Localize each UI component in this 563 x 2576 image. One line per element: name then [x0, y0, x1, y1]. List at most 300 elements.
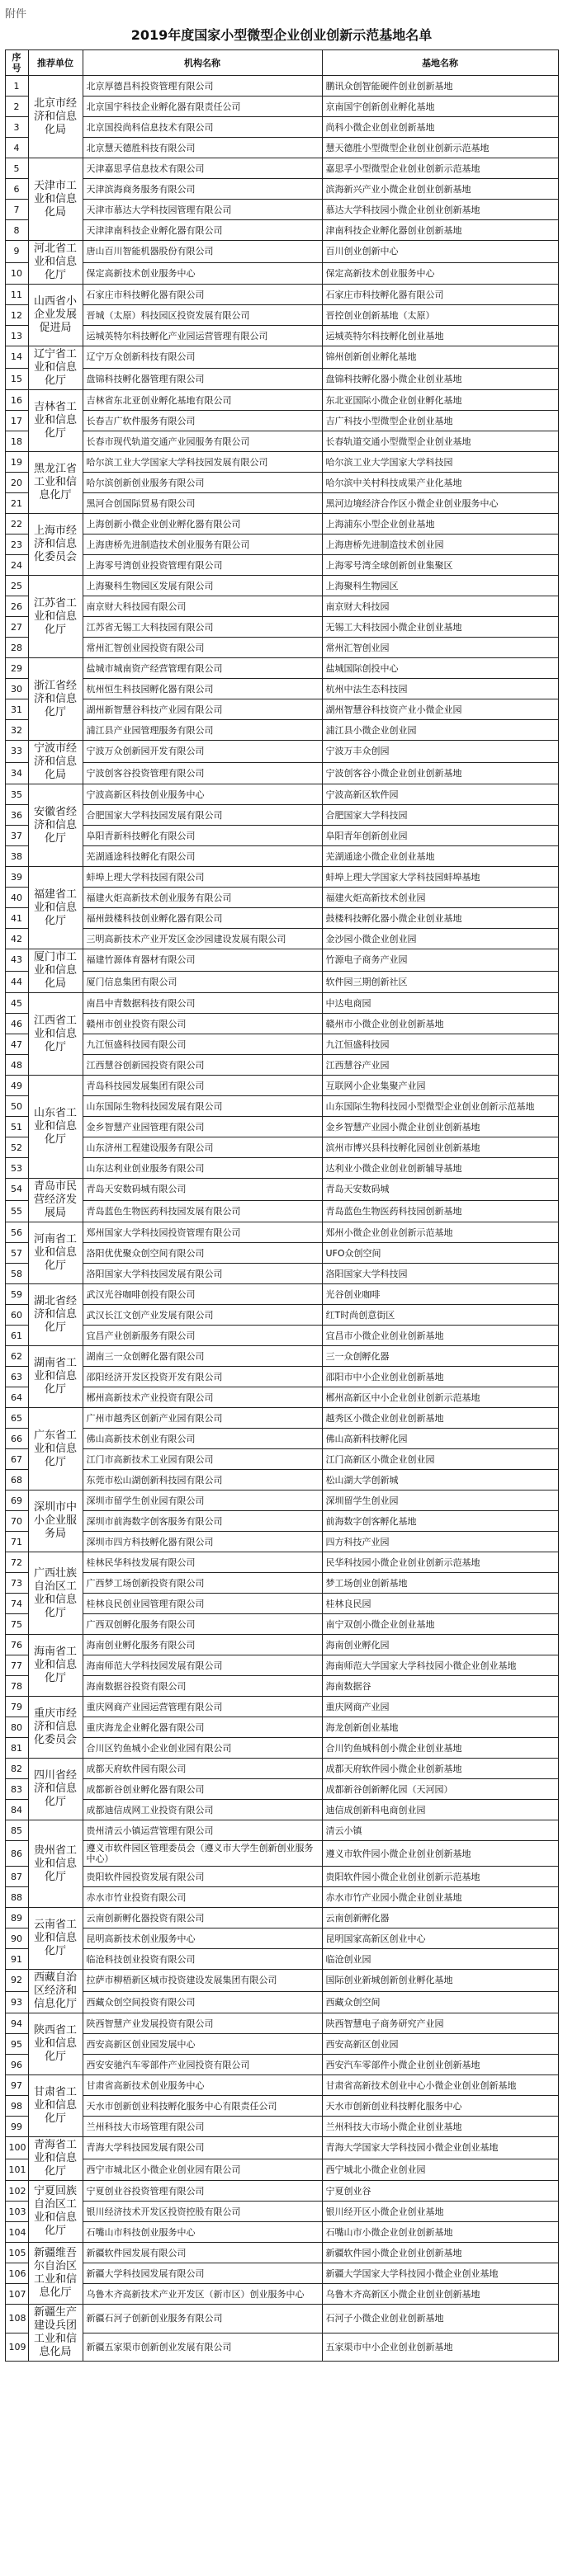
institution-name: 西安高新区创业园发展中心	[83, 2034, 322, 2055]
row-number: 4	[5, 138, 28, 158]
row-number: 84	[5, 1800, 28, 1820]
row-number: 1	[5, 76, 28, 97]
institution-name: 成都迪信成网工业投资有限公司	[83, 1800, 322, 1820]
institution-name: 哈尔滨创新创业服务有限公司	[83, 473, 322, 493]
row-number: 54	[5, 1179, 28, 1201]
institution-name: 西宁市城北区小微企业创业园有限公司	[83, 2159, 322, 2181]
row-number: 90	[5, 1928, 28, 1949]
table-row	[5, 2096, 558, 2117]
institution-name: 广西双创孵化服务有限公司	[83, 1614, 322, 1635]
recommending-unit: 湖北省经济和信息化厅	[28, 1284, 83, 1346]
table-row	[5, 2202, 558, 2222]
institution-name: 阜阳青新科技孵化有限公司	[83, 826, 322, 846]
table-row	[5, 1573, 558, 1594]
base-name: 阜阳青年创新创业园	[322, 826, 558, 846]
institution-name: 浦江县产业园管理服务有限公司	[83, 720, 322, 741]
table-row	[5, 679, 558, 699]
table-row	[5, 576, 558, 596]
table-row	[5, 1200, 558, 1222]
institution-name: 福建竹源体育器材有限公司	[83, 949, 322, 972]
base-name: 天水市创新创业科技孵化服务中心	[322, 2096, 558, 2117]
recommending-unit: 上海市经济和信息化委员会	[28, 514, 83, 576]
row-number: 103	[5, 2202, 28, 2222]
row-number: 69	[5, 1491, 28, 1511]
table-row	[5, 617, 558, 638]
institution-name: 宁波创客谷投资管理有限公司	[83, 762, 322, 784]
institution-name: 天水市创新创业科技孵化服务中心有限责任公司	[83, 2096, 322, 2117]
column-header-number: 序号	[5, 50, 28, 76]
row-number: 72	[5, 1552, 28, 1573]
table-row	[5, 888, 558, 908]
table-row	[5, 1887, 558, 1908]
row-number: 58	[5, 1264, 28, 1284]
row-number: 75	[5, 1614, 28, 1635]
row-number: 17	[5, 411, 28, 431]
table-row	[5, 1614, 558, 1635]
row-number: 101	[5, 2159, 28, 2181]
row-number: 52	[5, 1137, 28, 1158]
table-row	[5, 1511, 558, 1532]
column-header-institution: 机构名称	[83, 50, 322, 76]
table-row	[5, 1387, 558, 1408]
recommending-unit: 湖南省工业和信息化厅	[28, 1346, 83, 1408]
row-number: 27	[5, 617, 28, 638]
row-number: 56	[5, 1222, 28, 1243]
row-number: 46	[5, 1014, 28, 1034]
row-number: 20	[5, 473, 28, 493]
row-number: 23	[5, 535, 28, 555]
base-name: 无锡工大科技园小微企业创业基地	[322, 617, 558, 638]
table-row	[5, 97, 558, 117]
row-number: 26	[5, 596, 28, 617]
row-number: 80	[5, 1717, 28, 1738]
base-name: 邵阳市中小企业创业创新基地	[322, 1367, 558, 1387]
recommending-unit: 山东省工业和信息化厅	[28, 1076, 83, 1179]
institution-name: 常州汇智创业园投资有限公司	[83, 638, 322, 658]
institution-name: 郴州高新技术产业投资有限公司	[83, 1387, 322, 1408]
base-name: 陕西智慧电子商务研究产业园	[322, 2013, 558, 2034]
row-number: 40	[5, 888, 28, 908]
table-row	[5, 1779, 558, 1800]
row-number: 78	[5, 1676, 28, 1697]
base-name: 成都新谷创新孵化园（天河园）	[322, 1779, 558, 1800]
institution-name: 北京慧天德胜科技有限公司	[83, 138, 322, 158]
base-name: 盘锦科技孵化器小微企业创业基地	[322, 368, 558, 390]
base-name: 桂林良民园	[322, 1594, 558, 1614]
base-name: 兰州科技大市场小微企业创业基地	[322, 2117, 558, 2137]
institution-name: 昆明高新技术创业服务中心	[83, 1928, 322, 1949]
table-row	[5, 555, 558, 576]
institution-name: 新疆大学科技园发展有限公司	[83, 2263, 322, 2284]
base-name: 达利业小微企业创业创新辅导基地	[322, 1158, 558, 1179]
table-row	[5, 76, 558, 97]
table-row	[5, 431, 558, 452]
institution-name: 天津津南科技企业孵化器有限公司	[83, 220, 322, 241]
table-row	[5, 1408, 558, 1429]
table-row	[5, 326, 558, 346]
table-row	[5, 1949, 558, 1970]
column-header-base: 基地名称	[322, 50, 558, 76]
institution-name: 兰州科技大市场管理有限公司	[83, 2117, 322, 2137]
institution-name: 新疆五家渠市创新创业发展有限公司	[83, 2333, 322, 2362]
row-number: 77	[5, 1655, 28, 1676]
table-row	[5, 846, 558, 867]
row-number: 18	[5, 431, 28, 452]
table-row	[5, 1970, 558, 1992]
institution-name: 赣州市创业投资有限公司	[83, 1014, 322, 1034]
table-row	[5, 1738, 558, 1759]
row-number: 50	[5, 1096, 28, 1117]
row-number: 55	[5, 1200, 28, 1222]
table-row	[5, 452, 558, 473]
institution-name: 西藏众创空间投资有限公司	[83, 1991, 322, 2013]
base-name: 宁波万丰众创园	[322, 741, 558, 763]
table-row	[5, 1841, 558, 1867]
base-name: 长春轨道交通小型微型企业创业基地	[322, 431, 558, 452]
base-name: 保定高新技术创业服务中心	[322, 262, 558, 285]
row-number: 98	[5, 2096, 28, 2117]
recommending-unit: 新疆生产建设兵团工业和信息化局	[28, 2305, 83, 2362]
base-name: 三一众创孵化器	[322, 1346, 558, 1367]
table-row	[5, 2263, 558, 2284]
base-name: 京南国宇创新创业孵化基地	[322, 97, 558, 117]
recommending-unit: 辽宁省工业和信息化厅	[28, 346, 83, 390]
table-row	[5, 1014, 558, 1034]
table-row	[5, 784, 558, 805]
table-row	[5, 1820, 558, 1841]
base-name: 南宁双创小微企业创业基地	[322, 1614, 558, 1635]
base-name: 海南创业孵化园	[322, 1635, 558, 1655]
base-name: 宁波创客谷小微企业创业创新基地	[322, 762, 558, 784]
institution-name: 宁波高新区科技创业服务中心	[83, 784, 322, 805]
base-name: 中达电商园	[322, 993, 558, 1014]
institution-name: 深圳市前海数字创客服务有限公司	[83, 1511, 322, 1532]
row-number: 47	[5, 1034, 28, 1055]
table-row	[5, 805, 558, 826]
table-row	[5, 2034, 558, 2055]
recommending-unit: 吉林省工业和信息化厅	[28, 390, 83, 452]
recommending-unit: 陕西省工业和信息化厅	[28, 2013, 83, 2075]
row-number: 70	[5, 1511, 28, 1532]
institution-name: 遵义市软件园区管理委员会（遵义市大学生创新创业服务中心）	[83, 1841, 322, 1867]
recommending-unit: 广东省工业和信息化厅	[28, 1408, 83, 1491]
row-number: 51	[5, 1117, 28, 1137]
base-name: 石河子小微企业创业创新基地	[322, 2305, 558, 2333]
table-row	[5, 971, 558, 993]
base-name: 青岛蓝色生物医药科技园创新基地	[322, 1200, 558, 1222]
table-row	[5, 1346, 558, 1367]
institution-name: 唐山百川智能机器股份有限公司	[83, 241, 322, 263]
table-row	[5, 285, 558, 305]
recommending-unit: 黑龙江省工业和信息化厅	[28, 452, 83, 514]
row-number: 14	[5, 346, 28, 369]
institution-name: 山东国际生物科技园发展有限公司	[83, 1096, 322, 1117]
base-name: 运城英特尔科技孵化创业基地	[322, 326, 558, 346]
row-number: 48	[5, 1055, 28, 1076]
institution-name: 上海唐桥先进制造技术创业服务有限公司	[83, 535, 322, 555]
institution-name: 广西梦工场创新投资有限公司	[83, 1573, 322, 1594]
table-row	[5, 1117, 558, 1137]
table-row	[5, 411, 558, 431]
recommending-unit: 甘肃省工业和信息化厅	[28, 2075, 83, 2137]
table-row	[5, 1635, 558, 1655]
table-row	[5, 390, 558, 411]
row-number: 91	[5, 1949, 28, 1970]
recommending-unit: 青海省工业和信息化厅	[28, 2137, 83, 2181]
base-name: 鹏讯众创智能硬件创业创新基地	[322, 76, 558, 97]
row-number: 74	[5, 1594, 28, 1614]
table-row	[5, 1552, 558, 1573]
table-row	[5, 1676, 558, 1697]
base-name: 吉广科技小型微型企业创业基地	[322, 411, 558, 431]
table-row	[5, 638, 558, 658]
column-header-recommending-unit: 推荐单位	[28, 50, 83, 76]
base-name: 江门高新区小微企业创业园	[322, 1449, 558, 1470]
institution-name: 杭州恒生科技园孵化器有限公司	[83, 679, 322, 699]
row-number: 100	[5, 2137, 28, 2159]
table-row	[5, 867, 558, 888]
base-name: 遵义市软件园小微企业创业创新基地	[322, 1841, 558, 1867]
institution-name: 黑河合创国际贸易有限公司	[83, 493, 322, 514]
row-number: 88	[5, 1887, 28, 1908]
base-name: 湖州智慧谷科技资产业小微企业园	[322, 699, 558, 720]
base-name: 松山湖大学创新城	[322, 1470, 558, 1491]
institution-name: 辽宁万众创新科技有限公司	[83, 346, 322, 369]
institution-name: 盘锦科技孵化器管理有限公司	[83, 368, 322, 390]
base-name: 上海零号湾全球创新创业集聚区	[322, 555, 558, 576]
institution-name: 蚌埠上理大学科技园有限公司	[83, 867, 322, 888]
table-row	[5, 1655, 558, 1676]
row-number: 32	[5, 720, 28, 741]
institution-name: 北京国投尚科信息技术有限公司	[83, 117, 322, 138]
row-number: 64	[5, 1387, 28, 1408]
table-row	[5, 158, 558, 179]
row-number: 89	[5, 1908, 28, 1928]
recommending-unit: 浙江省经济和信息化厅	[28, 658, 83, 741]
table-row	[5, 368, 558, 390]
institution-name: 长春市现代轨道交通产业园服务有限公司	[83, 431, 322, 452]
table-row	[5, 241, 558, 263]
base-name: 上海浦东小型企业创业基地	[322, 514, 558, 535]
institution-name: 桂林民华科技发展有限公司	[83, 1552, 322, 1573]
table-row	[5, 826, 558, 846]
table-row	[5, 1908, 558, 1928]
institution-name: 深圳市四方科技孵化器有限公司	[83, 1532, 322, 1552]
institution-name: 吉林省东北亚创业孵化基地有限公司	[83, 390, 322, 411]
table-row	[5, 1179, 558, 1201]
table-row	[5, 2075, 558, 2096]
base-name: 海龙创新创业基地	[322, 1717, 558, 1738]
row-number: 10	[5, 262, 28, 285]
base-name: 合川钓鱼城科创小微企业创业基地	[322, 1738, 558, 1759]
institution-name: 长春吉广软件服务有限公司	[83, 411, 322, 431]
institution-name: 贵阳软件园投资发展有限公司	[83, 1867, 322, 1887]
base-name: 盐城国际创投中心	[322, 658, 558, 679]
row-number: 15	[5, 368, 28, 390]
table-row	[5, 2117, 558, 2137]
table-row	[5, 493, 558, 514]
base-name: 民华科技园小微企业创业创新示范基地	[322, 1552, 558, 1573]
base-name: 浦江县小微企业创业园	[322, 720, 558, 741]
institution-name: 银川经济技术开发区投资控股有限公司	[83, 2202, 322, 2222]
row-number: 82	[5, 1759, 28, 1779]
row-number: 67	[5, 1449, 28, 1470]
institution-name: 北京厚德昌科投资管理有限公司	[83, 76, 322, 97]
table-row	[5, 1055, 558, 1076]
row-number: 28	[5, 638, 28, 658]
institution-name: 桂林良民创业园管理有限公司	[83, 1594, 322, 1614]
base-list-table	[5, 49, 559, 2362]
row-number: 16	[5, 390, 28, 411]
institution-name: 重庆网商产业园运营管理有限公司	[83, 1697, 322, 1717]
institution-name: 青岛蓝色生物医药科技园发展有限公司	[83, 1200, 322, 1222]
row-number: 38	[5, 846, 28, 867]
institution-name: 甘肃省高新技术创业服务中心	[83, 2075, 322, 2096]
institution-name: 福州鼓楼科技创业孵化器有限公司	[83, 908, 322, 929]
institution-name: 天津市慕达大学科技园管理有限公司	[83, 200, 322, 220]
base-name: 蚌埠上理大学国家大学科技园蚌埠基地	[322, 867, 558, 888]
table-row	[5, 949, 558, 972]
recommending-unit: 深圳市中小企业服务局	[28, 1491, 83, 1552]
table-row	[5, 1491, 558, 1511]
base-name: 郑州小微企业创业创新示范基地	[322, 1222, 558, 1243]
row-number: 106	[5, 2263, 28, 2284]
base-name: 四方科技产业园	[322, 1532, 558, 1552]
base-name: 软件园三期创新社区	[322, 971, 558, 993]
base-name: 乌鲁木齐高新区小微企业创业创新基地	[322, 2284, 558, 2305]
row-number: 3	[5, 117, 28, 138]
institution-name: 江西慧谷创新园投资有限公司	[83, 1055, 322, 1076]
institution-name: 海南数据谷投资有限公司	[83, 1676, 322, 1697]
institution-name: 天津嘉思孚信息技术有限公司	[83, 158, 322, 179]
recommending-unit: 青岛市民营经济发展局	[28, 1179, 83, 1222]
base-name: 银川经开区小微企业创业基地	[322, 2202, 558, 2222]
institution-name: 拉萨市柳梧新区城市投资建设发展集团有限公司	[83, 1970, 322, 1992]
base-name: 尚科小微企业创业创新基地	[322, 117, 558, 138]
row-number: 105	[5, 2243, 28, 2263]
table-row	[5, 2333, 558, 2362]
base-name: 石家庄市科技孵化器有限公司	[322, 285, 558, 305]
row-number: 95	[5, 2034, 28, 2055]
row-number: 73	[5, 1573, 28, 1594]
base-name: 成都天府软件园小微企业创新基地	[322, 1759, 558, 1779]
row-number: 35	[5, 784, 28, 805]
institution-name: 上海创新小微企业创业孵化器有限公司	[83, 514, 322, 535]
institution-name: 宁波万众创新园开发有限公司	[83, 741, 322, 763]
row-number: 49	[5, 1076, 28, 1096]
recommending-unit: 厦门市工业和信息化局	[28, 949, 83, 993]
institution-name: 深圳市留学生创业园有限公司	[83, 1491, 322, 1511]
base-name: 合肥国家大学科技园	[322, 805, 558, 826]
row-number: 63	[5, 1367, 28, 1387]
table-row	[5, 993, 558, 1014]
row-number: 36	[5, 805, 28, 826]
row-number: 43	[5, 949, 28, 972]
institution-name: 湖南三一众创孵化器有限公司	[83, 1346, 322, 1367]
institution-name: 福建火炬高新技术创业服务有限公司	[83, 888, 322, 908]
table-row	[5, 762, 558, 784]
table-row	[5, 1429, 558, 1449]
institution-name: 洛阳优优聚众创空间有限公司	[83, 1243, 322, 1264]
table-row	[5, 658, 558, 679]
recommending-unit: 宁夏回族自治区工业和信息化厅	[28, 2181, 83, 2243]
base-name: 哈尔滨工业大学国家大学科技园	[322, 452, 558, 473]
row-number: 81	[5, 1738, 28, 1759]
institution-name: 上海聚科生物园区发展有限公司	[83, 576, 322, 596]
recommending-unit: 西藏自治区经济和信息化厅	[28, 1970, 83, 2013]
base-name: 昆明国家高新区创业中心	[322, 1928, 558, 1949]
recommending-unit: 云南省工业和信息化厅	[28, 1908, 83, 1970]
recommending-unit: 海南省工业和信息化厅	[28, 1635, 83, 1697]
base-name: 光谷创业咖啡	[322, 1284, 558, 1305]
row-number: 12	[5, 305, 28, 326]
row-number: 7	[5, 200, 28, 220]
row-number: 59	[5, 1284, 28, 1305]
institution-name: 青海大学科技园发展有限公司	[83, 2137, 322, 2159]
recommending-unit: 安徽省经济和信息化厅	[28, 784, 83, 867]
row-number: 97	[5, 2075, 28, 2096]
row-number: 30	[5, 679, 28, 699]
recommending-unit: 河北省工业和信息化厅	[28, 241, 83, 285]
row-number: 62	[5, 1346, 28, 1367]
table-row	[5, 117, 558, 138]
base-name: 杭州中法生态科技园	[322, 679, 558, 699]
institution-name: 赤水市竹业投资有限公司	[83, 1887, 322, 1908]
table-row	[5, 1697, 558, 1717]
row-number: 41	[5, 908, 28, 929]
institution-name: 贵州清云小镇运营管理有限公司	[83, 1820, 322, 1841]
row-number: 76	[5, 1635, 28, 1655]
institution-name: 哈尔滨工业大学国家大学科技园发展有限公司	[83, 452, 322, 473]
base-name: 海南数据谷	[322, 1676, 558, 1697]
institution-name: 运城英特尔科技孵化产业园运营管理有限公司	[83, 326, 322, 346]
row-number: 6	[5, 179, 28, 200]
institution-name: 三明高新技术产业开发区金沙园建设发展有限公司	[83, 929, 322, 949]
base-name: 青海大学国家大学科技园小微企业创业基地	[322, 2137, 558, 2159]
row-number: 33	[5, 741, 28, 763]
table-row	[5, 1449, 558, 1470]
row-number: 71	[5, 1532, 28, 1552]
institution-name: 南昌中青数据科技有限公司	[83, 993, 322, 1014]
base-name: 晋控创业创新基地（太原）	[322, 305, 558, 326]
document-title: 2019年度国家小型微型企业创业创新示范基地名单	[130, 27, 433, 43]
institution-name: 南京财大科技园有限公司	[83, 596, 322, 617]
row-number: 37	[5, 826, 28, 846]
base-name: 重庆网商产业园	[322, 1697, 558, 1717]
row-number: 9	[5, 241, 28, 263]
base-name: 西宁城北小微企业创业园	[322, 2159, 558, 2181]
recommending-unit: 河南省工业和信息化厅	[28, 1222, 83, 1284]
base-name: 清云小镇	[322, 1820, 558, 1841]
institution-name: 山东达利业创业服务有限公司	[83, 1158, 322, 1179]
base-name: 新疆大学国家大学科技园小微企业创业基地	[322, 2263, 558, 2284]
table-row	[5, 2243, 558, 2263]
table-body	[5, 76, 558, 2362]
institution-name: 武汉光谷咖啡创投有限公司	[83, 1284, 322, 1305]
institution-name: 新疆石河子创新创业服务有限公司	[83, 2305, 322, 2333]
table-row	[5, 1470, 558, 1491]
row-number: 87	[5, 1867, 28, 1887]
row-number: 109	[5, 2333, 28, 2362]
base-name: 互联网小企业集聚产业园	[322, 1076, 558, 1096]
base-name: 云南创新孵化器	[322, 1908, 558, 1928]
base-name: 郴州高新区中小企业创业创新示范基地	[322, 1387, 558, 1408]
recommending-unit: 山西省小企业发展促进局	[28, 285, 83, 346]
institution-name: 北京国宇科技企业孵化器有限责任公司	[83, 97, 322, 117]
row-number: 85	[5, 1820, 28, 1841]
table-row	[5, 262, 558, 285]
base-name: 甘肃省高新技术创业中心小微企业创业创新基地	[322, 2075, 558, 2096]
